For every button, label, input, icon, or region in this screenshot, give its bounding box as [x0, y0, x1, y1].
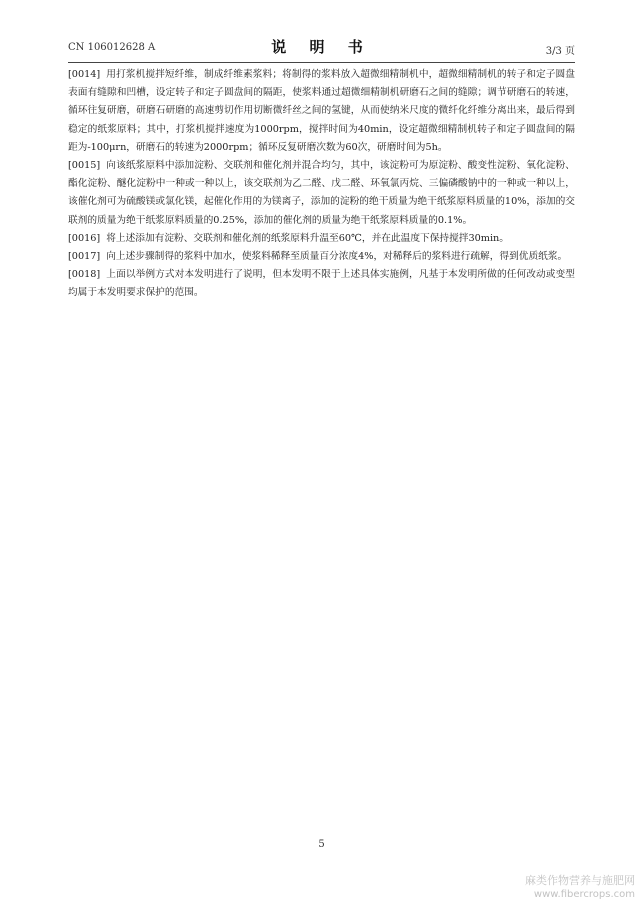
paragraph-number: [0018] — [68, 269, 101, 281]
paragraph-text: 向上述步骤制得的浆料中加水，使浆料稀释至质量百分浓度4%，对稀释后的浆料进行疏解，得到优质纸浆。 — [106, 251, 568, 263]
page-number: 5 — [318, 839, 325, 850]
watermark — [525, 874, 635, 902]
paragraph-number: [0015] — [68, 160, 101, 172]
paragraph-number: [0017] — [68, 251, 101, 263]
paragraph-0016 — [68, 230, 575, 248]
document-header — [68, 36, 575, 63]
paragraph-text: 将上述添加有淀粉、交联剂和催化剂的纸浆原料升温至60℃，并在此温度下保持搅拌30min。 — [106, 232, 509, 244]
paragraph-0017 — [68, 248, 575, 266]
watermark-url: www.fibercrops.com — [533, 889, 635, 900]
paragraph-0015 — [68, 157, 575, 230]
paragraph-text: 向该纸浆原料中添加淀粉、交联剂和催化剂并混合均匀，其中，该淀粉可为原淀粉、酸变性淀粉、氧化淀粉、酯化淀粉、醚化淀粉中一种或一种以上，该交联剂为乙二醛、戊二醛、环氧氯丙烷、三偏磷酸钠中的一种或一种以上，该催化剂可为硫酸镁或氯化镁，起催化作用的为镁离子，添加的淀粉的绝干质量为绝干纸浆原料质量的10%，添加的交联剂的质量为绝干纸浆原料质量的0.25%，添加的催化剂的质量为绝干纸浆原料质量的0.1%。 — [68, 160, 575, 226]
paragraph-number: [0014] — [68, 69, 101, 80]
document-body — [68, 66, 575, 303]
paragraph-number: [0016] — [68, 232, 101, 244]
paragraph-0018 — [68, 266, 575, 302]
page-title: 说 明 书 — [271, 38, 372, 56]
patent-number: CN 106012628 A — [68, 42, 156, 53]
page-counter: 3/3 页 — [545, 46, 575, 57]
paragraph-text: 用打浆机搅拌短纤维，制成纤维素浆料；将制得的浆料放入超微细精制机中，超微细精制机的转子和定子圆盘表面有缝隙和凹槽，设定转子和定子圆盘间的隔距，使浆料通过超微细精制机研磨石之间的缝隙；调节研磨石的转速，循环往复研磨，研磨石研磨的高速剪切作用切断微纤丝之间的氢键，从而使纳米尺度的微纤化纤维分离出来，最后得到稳定的纸浆原料；其中，打浆机搅拌速度为1000rpm，搅拌时间为40min，设定超微细精制机转子和定子圆盘间的隔距为-100μrn，研磨石的转速为2000rpm；循环反复研磨次数为60次，研磨时间为5h。 — [68, 69, 575, 153]
watermark-name: 麻类作物营养与施肥网 — [525, 874, 635, 887]
paragraph-0014 — [68, 66, 575, 157]
paragraph-text: 上面以举例方式对本发明进行了说明，但本发明不限于上述具体实施例，凡基于本发明所做的任何改动或变型均属于本发明要求保护的范围。 — [68, 269, 575, 299]
